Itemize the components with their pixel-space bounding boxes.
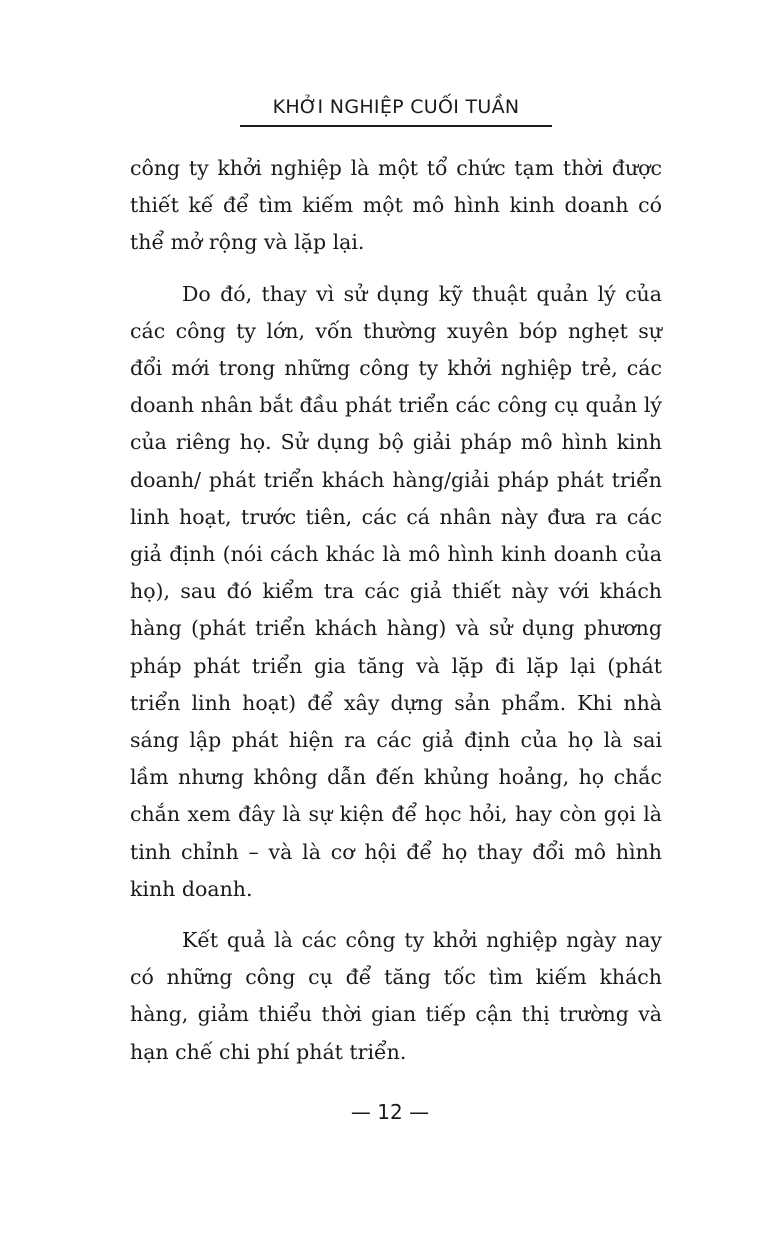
- page-number: — 12 —: [350, 1100, 430, 1124]
- running-header: KHỞI NGHIỆP CUỐI TUẦN: [272, 96, 520, 118]
- paragraph-continuation: công ty khởi nghiệp là một tổ chức tạm thời được thiết kế để tìm kiếm một mô hình kinh doanh có thể mở rộng và lặp lại.: [130, 156, 662, 255]
- paragraph: Kết quả là các công ty khởi nghiệp ngày nay có những công cụ để tăng tốc tìm kiếm khách hàng, giảm thiểu thời gian tiếp cận thị trường và hạn chế chi phí phát triển.: [130, 928, 662, 1064]
- header-rule: [240, 125, 552, 127]
- paragraph: Do đó, thay vì sử dụng kỹ thuật quản lý của các công ty lớn, vốn thường xuyên bóp nghẹt sự đổi mới trong những công ty khởi nghiệp trẻ, các doanh nhân bắt đầu phát triển các công cụ quản lý của riêng họ. Sử dụng bộ giải pháp mô hình kinh doanh/ phát triển khách hàng/giải pháp phát triển linh hoạt, trước tiên, các cá nhân này đưa ra các giả định (nói cách khác là mô hình kinh doanh của họ), sau đó kiểm tra các giả thiết này với khách hàng (phát triển khách hàng) và sử dụng phương pháp phát triển gia tăng và lặp đi lặp lại (phát triển linh hoạt) để xây dựng sản phẩm. Khi nhà sáng lập phát hiện ra các giả định của họ là sai lầm nhưng không dẫn đến khủng hoảng, họ chắc chắn xem đây là sự kiện để học hỏi, hay còn gọi là tinh chỉnh – và là cơ hội để họ thay đổi mô hình kinh doanh.: [130, 281, 662, 901]
- body-text: [130, 150, 662, 1085]
